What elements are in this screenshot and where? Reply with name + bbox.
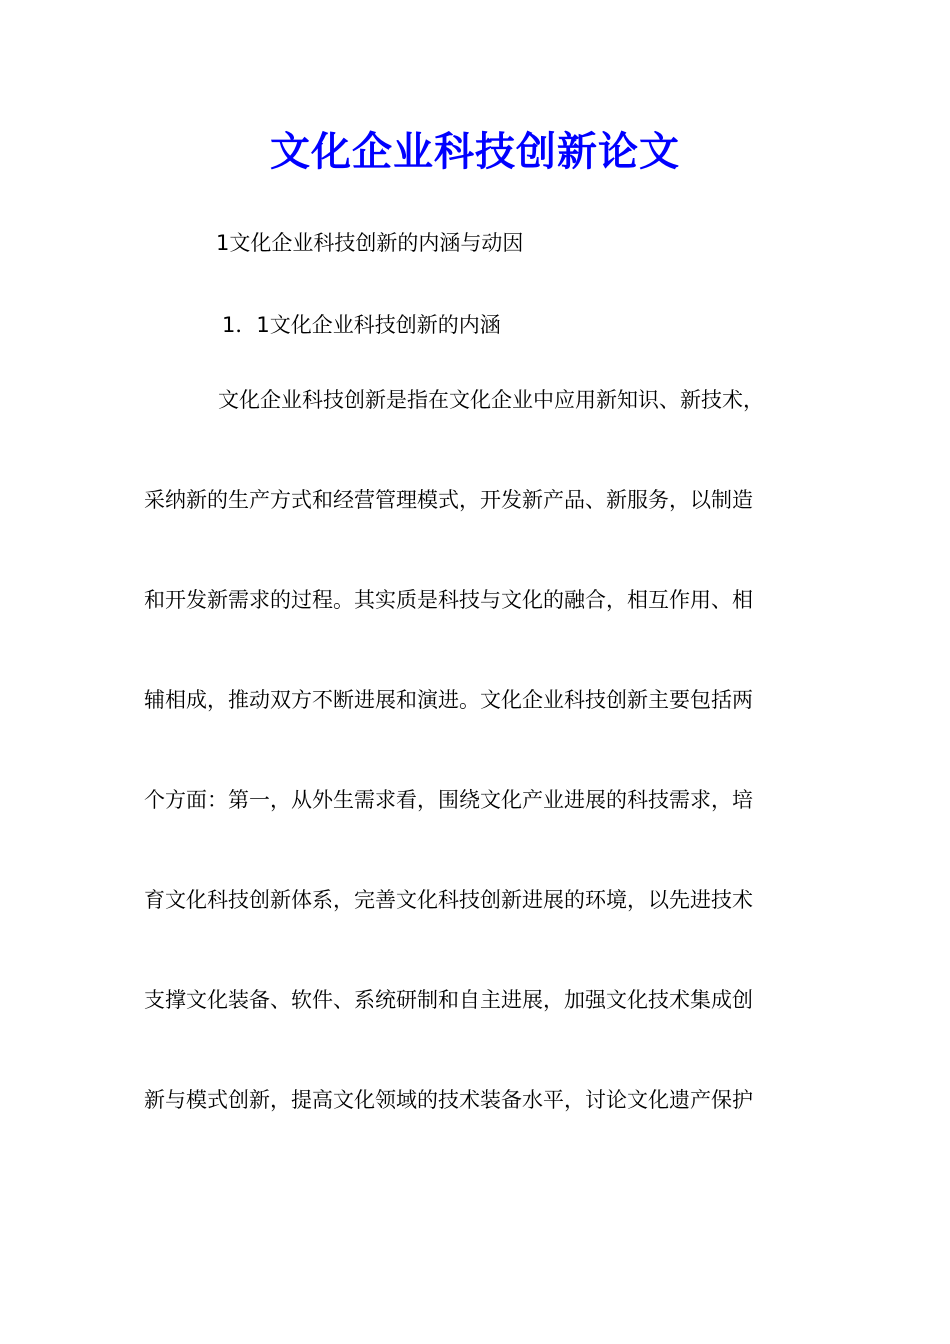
paragraph-line: 文化企业科技创新是指在文化企业中应用新知识、新技术， <box>218 388 764 412</box>
paragraph-line: 育文化科技创新体系，完善文化科技创新进展的环境，以先进技术 <box>144 888 753 912</box>
subsection-heading: 1．1文化企业科技创新的内涵 <box>222 313 501 337</box>
paragraph-line: 新与模式创新，提高文化领域的技术装备水平，讨论文化遗产保护 <box>144 1088 753 1112</box>
paragraph-line: 和开发新需求的过程。其实质是科技与文化的融合，相互作用、相 <box>144 588 753 612</box>
document-title: 文化企业科技创新论文 <box>270 128 680 175</box>
section-heading: 1文化企业科技创新的内涵与动因 <box>216 231 524 255</box>
paragraph-line: 支撑文化装备、软件、系统研制和自主进展，加强文化技术集成创 <box>144 988 753 1012</box>
paragraph-line: 采纳新的生产方式和经营管理模式，开发新产品、新服务，以制造 <box>144 488 753 512</box>
paragraph-line: 个方面：第一，从外生需求看，围绕文化产业进展的科技需求，培 <box>144 788 753 812</box>
paragraph-line: 辅相成，推动双方不断进展和演进。文化企业科技创新主要包括两 <box>144 688 753 712</box>
